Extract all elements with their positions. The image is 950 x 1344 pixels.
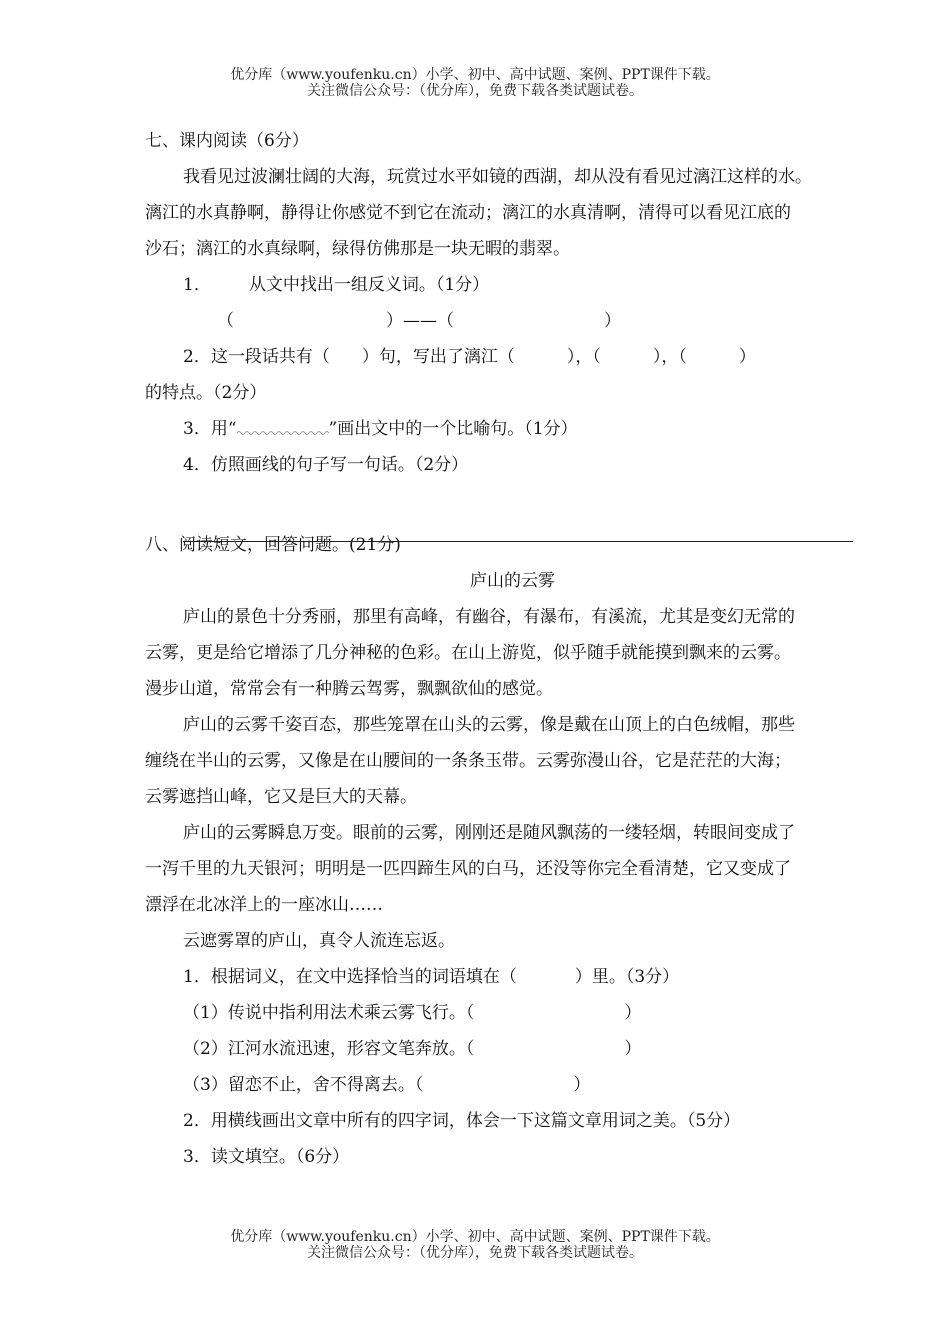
section8-title: 八、阅读短文，回答问题。(21分) xyxy=(145,535,401,555)
article-p1-line-1: 庐山的景色十分秀丽，那里有高峰，有幽谷，有瀑布，有溪流，尤其是变幻无常的 xyxy=(183,607,795,627)
s7-q1-open-1: （ xyxy=(217,311,234,331)
s7-q1-text: 从文中找出一组反义词。（1分） xyxy=(248,275,490,295)
header-line-1: 优分库（www.youfenku.cn）小学、初中、高中试题、案例、PPT课件下载。 xyxy=(230,67,720,83)
article-p1-line-2: 云雾，更是给它增添了几分神秘的色彩。在山上游览，似乎随手就能摸到飘来的云雾。 xyxy=(145,643,791,663)
s7-q1-close-1: ） xyxy=(386,311,403,331)
s7-question-3 xyxy=(145,411,880,447)
s7-passage-line-3: 沙石；漓江的水真绿啊，绿得仿佛那是一块无暇的翡翠。 xyxy=(145,239,570,259)
page-content xyxy=(145,123,880,1175)
article-p3-line-2: 一泻千里的九天银河；明明是一匹四蹄生风的白马，还没等你完全看清楚，它又变成了 xyxy=(145,859,791,879)
s7-q1-number: 1． xyxy=(183,275,211,295)
article-p3-line-3: 漂浮在北冰洋上的一座冰山…… xyxy=(145,895,383,915)
article-p1-line-3: 漫步山道，常常会有一种腾云驾雾，飘飘欲仙的感觉。 xyxy=(145,679,553,699)
footer-line-1: 优分库（www.youfenku.cn）小学、初中、高中试题、案例、PPT课件下载。 xyxy=(230,1229,720,1245)
s7-question-1 xyxy=(145,267,880,303)
wavy-underline-sample xyxy=(237,424,329,436)
s8-q1-item-1 xyxy=(145,995,880,1031)
s7-passage-line-2: 漓江的水真静啊，静得让你感觉不到它在流动；漓江的水真清啊，清得可以看见江底的 xyxy=(145,203,791,223)
s7-q2-part-1: 2．这一段话共有（ xyxy=(183,347,330,367)
s7-q1-dash: —— xyxy=(403,311,437,331)
article-p2-line-3: 云雾遮挡山峰，它又是巨大的天幕。 xyxy=(145,787,417,807)
article-title: 庐山的云雾 xyxy=(470,571,555,591)
s8-question-2: 2．用横线画出文章中所有的四字词，体会一下这篇文章用词之美。（5分） xyxy=(183,1111,741,1131)
article-p4-line-1: 云遮雾罩的庐山，真令人流连忘返。 xyxy=(183,931,455,951)
s7-q1-open-2: （ xyxy=(437,311,454,331)
header-line-2: 关注微信公众号：（优分库），免费下载各类试题试卷。 xyxy=(307,83,643,99)
s7-q1-answer-line xyxy=(145,303,880,339)
s7-q1-close-2: ） xyxy=(604,311,621,331)
s8-q1-item-2-close: ） xyxy=(624,1039,642,1059)
article-p2-line-2: 缠绕在半山的云雾，又像是在山腰间的一条条玉带。云雾弥漫山谷，它是茫茫的大海； xyxy=(145,751,791,771)
s8-q1-item-3 xyxy=(145,1067,880,1103)
s8-question-1 xyxy=(145,959,880,995)
s7-q2-part-5: ） xyxy=(738,347,756,367)
s8-q1-item-2-text: （2）江河水流迅速，形容文笔奔放。（ xyxy=(183,1039,475,1059)
s7-passage-line-1: 我看见过波澜壮阔的大海，玩赏过水平如镜的西湖，却从没有看见过漓江这样的水。 xyxy=(183,167,812,187)
s8-question-3: 3．读文填空。（6分） xyxy=(183,1147,350,1167)
s7-q2-part-3: ），（ xyxy=(566,347,601,367)
s8-q1-item-1-close: ） xyxy=(624,1003,642,1023)
section7-title: 七、课内阅读（6分） xyxy=(145,131,309,151)
s8-q1-part-1: 1．根据词义，在文中选择恰当的词语填在（ xyxy=(183,967,517,987)
article-p2-line-1: 庐山的云雾千姿百态，那些笼罩在山头的云雾，像是戴在山顶上的白色绒帽，那些 xyxy=(183,715,795,735)
s7-q3-before: 3．用“ xyxy=(183,419,237,439)
page-footer xyxy=(0,1229,950,1261)
s8-q1-item-2 xyxy=(145,1031,880,1067)
footer-line-2: 关注微信公众号：（优分库），免费下载各类试题试卷。 xyxy=(307,1245,643,1261)
page-header xyxy=(0,67,950,99)
s7-q2-part-4: ），（ xyxy=(652,347,687,367)
s7-q2-continuation: 的特点。（2分） xyxy=(145,383,267,403)
s7-q3-after: ”画出文中的一个比喻句。（1分） xyxy=(328,419,578,439)
answer-rule-line xyxy=(183,541,853,542)
s7-question-4: 4．仿照画线的句子写一句话。（2分） xyxy=(183,455,469,475)
s7-q2-part-2: ）句，写出了漓江（ xyxy=(361,347,515,367)
article-p3-line-1: 庐山的云雾瞬息万变。眼前的云雾，刚刚还是随风飘荡的一缕轻烟，转眼间变成了 xyxy=(183,823,795,843)
s8-q1-item-3-close: ） xyxy=(573,1075,591,1095)
s7-q4-answer-space[interactable] xyxy=(145,483,880,527)
s8-q1-item-1-text: （1）传说中指利用法术乘云雾飞行。（ xyxy=(183,1003,475,1023)
s8-q1-part-2: ）里。（3分） xyxy=(574,967,680,987)
s7-question-2 xyxy=(145,339,880,375)
s8-q1-item-3-text: （3）留恋不止，舍不得离去。（ xyxy=(183,1075,424,1095)
